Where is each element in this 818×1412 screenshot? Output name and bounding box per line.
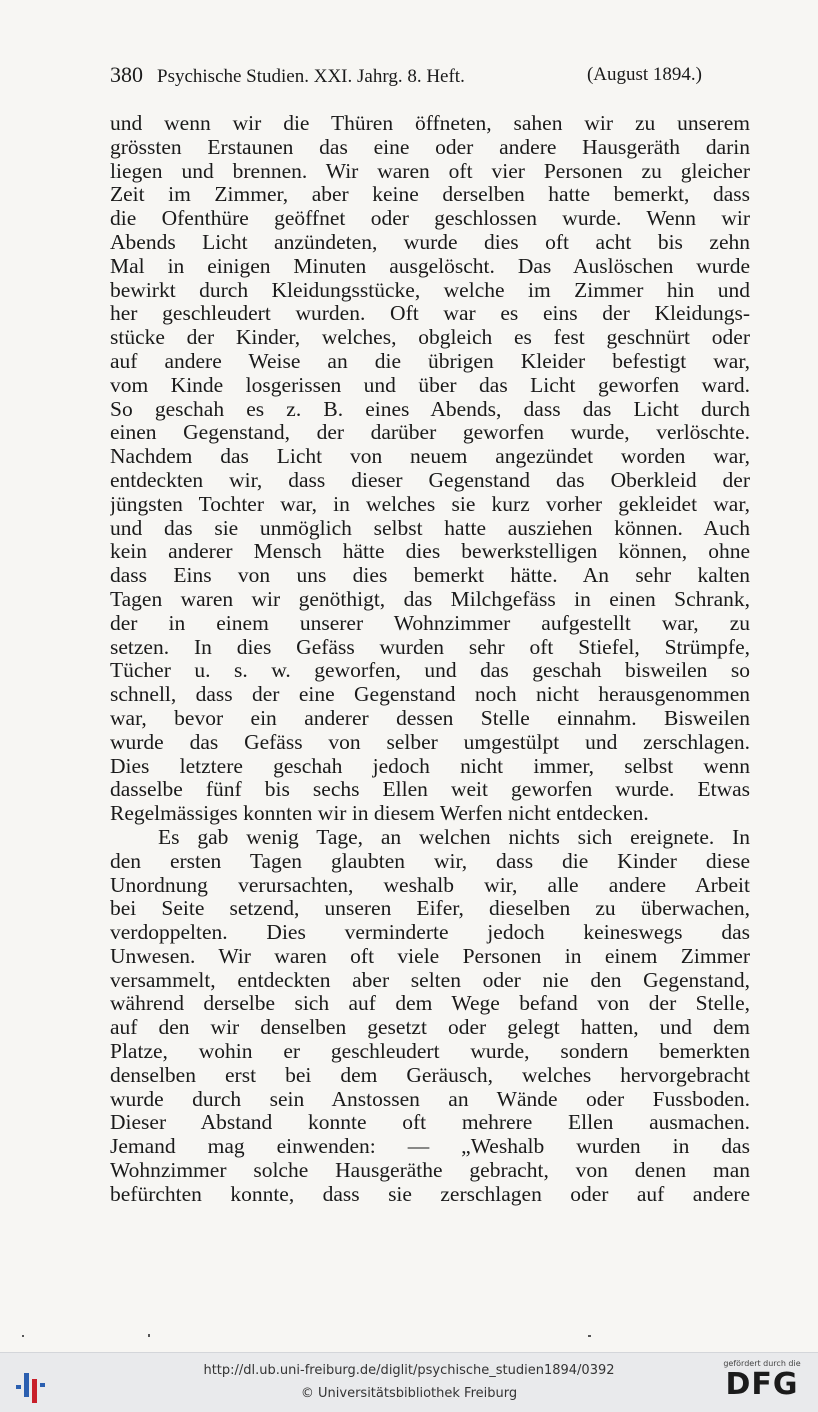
text-line: bewirkt durch Kleidungsstücke, welche im Zimmer hin und bbox=[110, 278, 750, 302]
text-line: grössten Erstaunen das eine oder andere Hausgeräth darin bbox=[110, 135, 750, 159]
viewer-footer bbox=[0, 1352, 818, 1412]
text-line: denselben erst bei dem Geräusch, welches hervorgebracht bbox=[110, 1063, 750, 1087]
running-title: Psychische Studien. XXI. Jahrg. 8. Heft. bbox=[157, 66, 465, 87]
text-line: setzen. In dies Gefäss wurden sehr oft Stiefel, Strümpfe, bbox=[110, 635, 750, 659]
issue-date: (August 1894.) bbox=[586, 64, 702, 85]
text-line: Regelmässiges konnten wir in diesem Werfen nicht entdecken. bbox=[110, 802, 649, 826]
text-line: liegen und brennen. Wir waren oft vier Personen zu gleicher bbox=[110, 159, 750, 183]
text-line: entdeckten wir, dass dieser Gegenstand das Oberkleid der bbox=[110, 468, 750, 492]
text-line: kein anderer Mensch hätte dies bewerkstelligen können, ohne bbox=[110, 540, 750, 564]
text-line: verdoppelten. Dies verminderte jedoch keineswegs das bbox=[110, 921, 750, 945]
text-line: stücke der Kinder, welches, obgleich es fest geschnürt oder bbox=[110, 326, 750, 350]
text-line: wurde das Gefäss von selber umgestülpt und zerschlagen. bbox=[110, 730, 750, 754]
page-header bbox=[110, 60, 750, 90]
text-line: So geschah es z. B. eines Abends, dass das Licht durch bbox=[110, 397, 750, 421]
scan-specks bbox=[0, 1334, 818, 1338]
text-line: Abends Licht anzündeten, wurde dies oft acht bis zehn bbox=[110, 230, 750, 254]
document-url[interactable]: http://dl.ub.uni-freiburg.de/diglit/psychische_studien1894/0392 bbox=[203, 1363, 615, 1378]
text-line: einen Gegenstand, der darüber geworfen wurde, verlöschte. bbox=[110, 421, 750, 445]
text-line: Unwesen. Wir waren oft viele Personen in einem Zimmer bbox=[110, 944, 750, 968]
text-line: die Ofenthüre geöffnet oder geschlossen wurde. Wenn wir bbox=[110, 207, 750, 231]
text-line: den ersten Tagen glaubten wir, dass die Kinder diese bbox=[110, 849, 750, 873]
text-line: wurde durch sein Anstossen an Wände oder Fussboden. bbox=[110, 1087, 750, 1111]
text-line: schnell, dass der eine Gegenstand noch nicht herausgenommen bbox=[110, 683, 750, 707]
text-line: Wohnzimmer solche Hausgeräthe gebracht, von denen man bbox=[110, 1159, 750, 1183]
text-line: Tagen waren wir genöthigt, das Milchgefäss in einen Schrank, bbox=[110, 587, 750, 611]
text-line: auf andere Weise an die übrigen Kleider befestigt war, bbox=[110, 349, 750, 373]
text-line: Dieser Abstand konnte oft mehrere Ellen ausmachen. bbox=[110, 1111, 750, 1135]
text-line: Zeit im Zimmer, aber keine derselben hatte bemerkt, dass bbox=[110, 183, 750, 207]
body-text bbox=[110, 112, 750, 1207]
dfg-mark: DFG bbox=[725, 1367, 799, 1402]
text-line: war, bevor ein anderer dessen Stelle einnahm. Bisweilen bbox=[110, 706, 750, 730]
text-line: her geschleudert wurden. Oft war es eins der Kleidungs- bbox=[110, 302, 750, 326]
text-line: dass Eins von uns dies bemerkt hätte. An sehr kalten bbox=[110, 564, 750, 588]
text-line: dasselbe fünf bis sechs Ellen weit geworfen wurde. Etwas bbox=[110, 778, 750, 802]
text-line: Jemand mag einwenden: — „Weshalb wurden in das bbox=[110, 1135, 750, 1159]
copyright-notice: © Universitätsbibliothek Freiburg bbox=[300, 1386, 518, 1401]
page-number: 380 bbox=[110, 62, 143, 87]
text-line: versammelt, entdeckten aber selten oder nie den Gegenstand, bbox=[110, 968, 750, 992]
dfg-caption: gefördert durch die bbox=[723, 1359, 801, 1368]
text-line: Tücher u. s. w. geworfen, und das geschah bisweilen so bbox=[110, 659, 750, 683]
text-line: jüngsten Tochter war, in welches sie kurz vorher gekleidet war, bbox=[110, 492, 750, 516]
dfg-logo bbox=[716, 1359, 808, 1405]
text-line: Nachdem das Licht von neuem angezündet worden war, bbox=[110, 445, 750, 469]
text-line: befürchten konnte, dass sie zerschlagen oder auf andere bbox=[110, 1182, 750, 1206]
text-line: und wenn wir die Thüren öffneten, sahen wir zu unserem bbox=[110, 112, 750, 135]
text-line: Mal in einigen Minuten ausgelöscht. Das Auslöschen wurde bbox=[110, 254, 750, 278]
text-line: Unordnung verursachten, weshalb wir, alle andere Arbeit bbox=[110, 873, 750, 897]
text-line: Platze, wohin er geschleudert wurde, sondern bemerkten bbox=[110, 1040, 750, 1064]
text-line: auf den wir denselben gesetzt oder gelegt hatten, und dem bbox=[110, 1016, 750, 1040]
text-line: der in einem unserer Wohnzimmer aufgestellt war, zu bbox=[110, 611, 750, 635]
text-line: während derselbe sich auf dem Wege befand von der Stelle, bbox=[110, 992, 750, 1016]
text-line: Es gab wenig Tage, an welchen nichts sich ereignete. In bbox=[158, 825, 750, 849]
text-line: bei Seite setzend, unseren Eifer, dieselben zu überwachen, bbox=[110, 897, 750, 921]
text-line: Dies letztere geschah jedoch nicht immer, selbst wenn bbox=[110, 754, 750, 778]
text-line: vom Kinde losgerissen und über das Licht geworfen ward. bbox=[110, 373, 750, 397]
text-line: und das sie unmöglich selbst hatte ausziehen können. Auch bbox=[110, 516, 750, 540]
